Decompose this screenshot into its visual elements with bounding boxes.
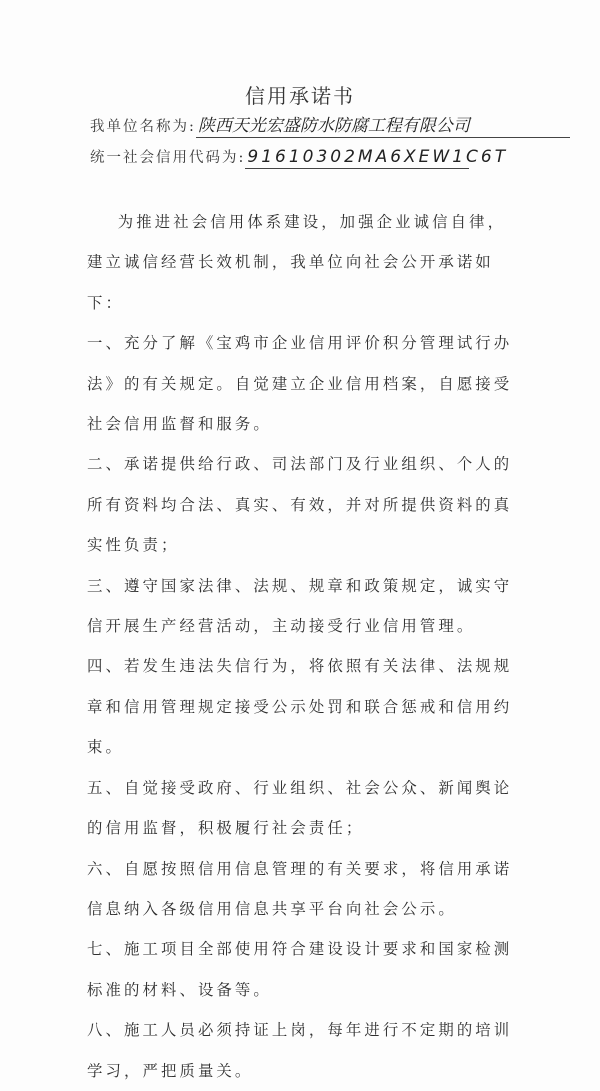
- intro-paragraph: 为推进社会信用体系建设，加强企业诚信自律，建立诚信经营长效机制，我单位向社会公开承诺如下：: [87, 213, 507, 312]
- commitment-item-5: 五、自觉接受政府、行业组织、社会公众、新闻舆论的信用监督，积极履行社会责任；: [87, 778, 513, 838]
- unit-name-label: 我单位名称为:: [90, 119, 196, 135]
- unit-name-handwritten-value: 陕西天光宏盛防水防腐工程有限公司: [196, 111, 570, 138]
- credit-code-handwritten-value: 91610302MA6XEW1C6T: [247, 147, 509, 167]
- commitment-item-8: 八、施工人员必须持证上岗，每年进行不定期的培训学习，严把质量关。: [87, 1021, 513, 1080]
- commitment-item-1: 一、充分了解《宝鸡市企业信用评价积分管理试行办法》的有关规定。自觉建立企业信用档案，自愿接受社会信用监督和服务。: [87, 334, 513, 434]
- document-title: 信用承诺书: [245, 84, 355, 108]
- commitment-item-3: 三、遵守国家法律、法规、规章和政策规定，诚实守信开展生产经营活动，主动接受行业信用管理。: [87, 576, 513, 636]
- credit-code-field: [90, 146, 509, 169]
- commitment-item-6: 六、自愿按照信用信息管理的有关要求，将信用承诺信息纳入各级信用信息共享平台向社会公示。: [87, 859, 513, 918]
- document-body: [87, 202, 517, 1091]
- credit-code-label: 统一社会信用代码为:: [90, 150, 246, 166]
- commitment-item-4: 四、若发生违法失信行为，将依照有关法律、法规规章和信用管理规定接受公示处罚和联合惩戒和信用约束。: [87, 657, 513, 757]
- commitment-item-7: 七、施工项目全部使用符合建设设计要求和国家检测标准的材料、设备等。: [87, 940, 513, 999]
- unit-name-field: [90, 111, 570, 138]
- commitment-item-2: 二、承诺提供给行政、司法部门及行业组织、个人的所有资料均合法、真实、有效，并对所提供资料的真实性负责；: [87, 455, 513, 555]
